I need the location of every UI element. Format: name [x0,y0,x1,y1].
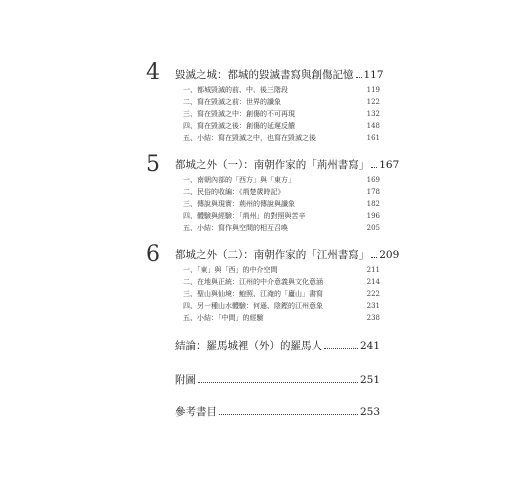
section-row[interactable] [183,289,380,299]
chapter-page: 209 [379,249,400,261]
section-row[interactable] [183,265,380,275]
dot-leader [324,348,358,349]
chapter-title-row[interactable] [175,157,400,172]
section-row[interactable] [183,187,380,197]
section-row[interactable] [183,211,380,221]
entry-page: 251 [359,374,380,386]
section-page: 122 [366,98,380,106]
section-title: 二、民俗的收編：《荊楚歲時記》 [183,188,285,196]
section-page: 148 [366,122,380,130]
section-title: 四、體驗與經驗：「荊州」的對照與苦辛 [183,212,306,220]
section-title: 二、寫在毀滅之前：世界的讖象 [183,98,281,106]
chapter-title: 毀滅之城：都城的毀滅書寫與創傷記憶 [175,69,354,81]
conclusion-entry[interactable] [175,338,380,353]
entry-title: 參考書目 [175,406,217,418]
bibliography-entry[interactable] [175,404,380,419]
dot-leader [371,257,377,258]
chapter-title: 都城之外（一）：南朝作家的「荊州書寫」 [175,159,370,171]
section-page: 161 [366,134,380,142]
dot-leader [356,77,362,78]
section-page: 196 [366,212,380,220]
section-row[interactable] [183,223,380,233]
section-page: 231 [366,302,380,310]
entry-page: 253 [359,406,380,418]
entry-title: 結論：羅馬城裡（外）的羅馬人 [175,340,322,352]
section-row[interactable] [183,301,380,311]
section-row[interactable] [183,199,380,209]
section-page: 119 [366,86,380,94]
section-row[interactable] [183,97,380,107]
section-row[interactable] [183,277,380,287]
appendix-figures-entry[interactable] [175,372,380,387]
section-page: 178 [366,188,380,196]
section-page: 238 [366,314,380,322]
section-row[interactable] [183,85,380,95]
chapter-title-row[interactable] [175,67,384,82]
section-title: 一、都城毀滅的前、中、後三階段 [183,86,288,94]
dot-leader [219,414,358,415]
section-page: 211 [366,266,380,274]
dot-leader [371,167,377,168]
section-title: 三、聖山與仙境：鮑照、江淹的「廬山」書寫 [183,290,323,298]
chapter-title-row[interactable] [175,247,400,262]
chapter-page: 167 [379,159,400,171]
section-page: 132 [366,110,380,118]
section-title: 一、「東」與「西」的中介空間 [183,266,278,274]
chapter-number: 5 [146,152,160,177]
dot-leader [198,382,358,383]
section-title: 四、另一種山水體驗：何遜、陰鏗的江州意象 [183,302,323,310]
section-title: 五、小結：寫在毀滅之中，也寫在毀滅之後 [183,134,316,142]
entry-page: 241 [359,340,380,352]
section-page: 214 [366,278,380,286]
section-row[interactable] [183,109,380,119]
section-page: 169 [366,176,380,184]
section-row[interactable] [183,175,380,185]
section-row[interactable] [183,313,380,323]
section-row[interactable] [183,133,380,143]
section-page: 182 [366,200,380,208]
chapter-page: 117 [363,69,384,81]
section-title: 五、小結：寫作與空間的相互召喚 [183,224,288,232]
chapter-title: 都城之外（二）：南朝作家的「江州書寫」 [175,249,370,261]
entry-title: 附圖 [175,374,196,386]
section-title: 五、小結：「中間」的經驗 [183,314,264,322]
section-row[interactable] [183,121,380,131]
section-title: 四、寫在毀滅之後：創傷的延遲反饋 [183,122,295,130]
section-title: 三、寫在毀滅之中：創傷的不可再現 [183,110,295,118]
section-title: 三、傳說與現實：荊州的傳說與讖象 [183,200,295,208]
section-page: 205 [366,224,380,232]
section-page: 222 [366,290,380,298]
section-title: 一、南朝內部的「西方」與「東方」 [183,176,295,184]
section-title: 二、在地與正統：江州的中介意義與文化意涵 [183,278,323,286]
chapter-number: 4 [146,60,160,85]
chapter-number: 6 [146,242,160,267]
